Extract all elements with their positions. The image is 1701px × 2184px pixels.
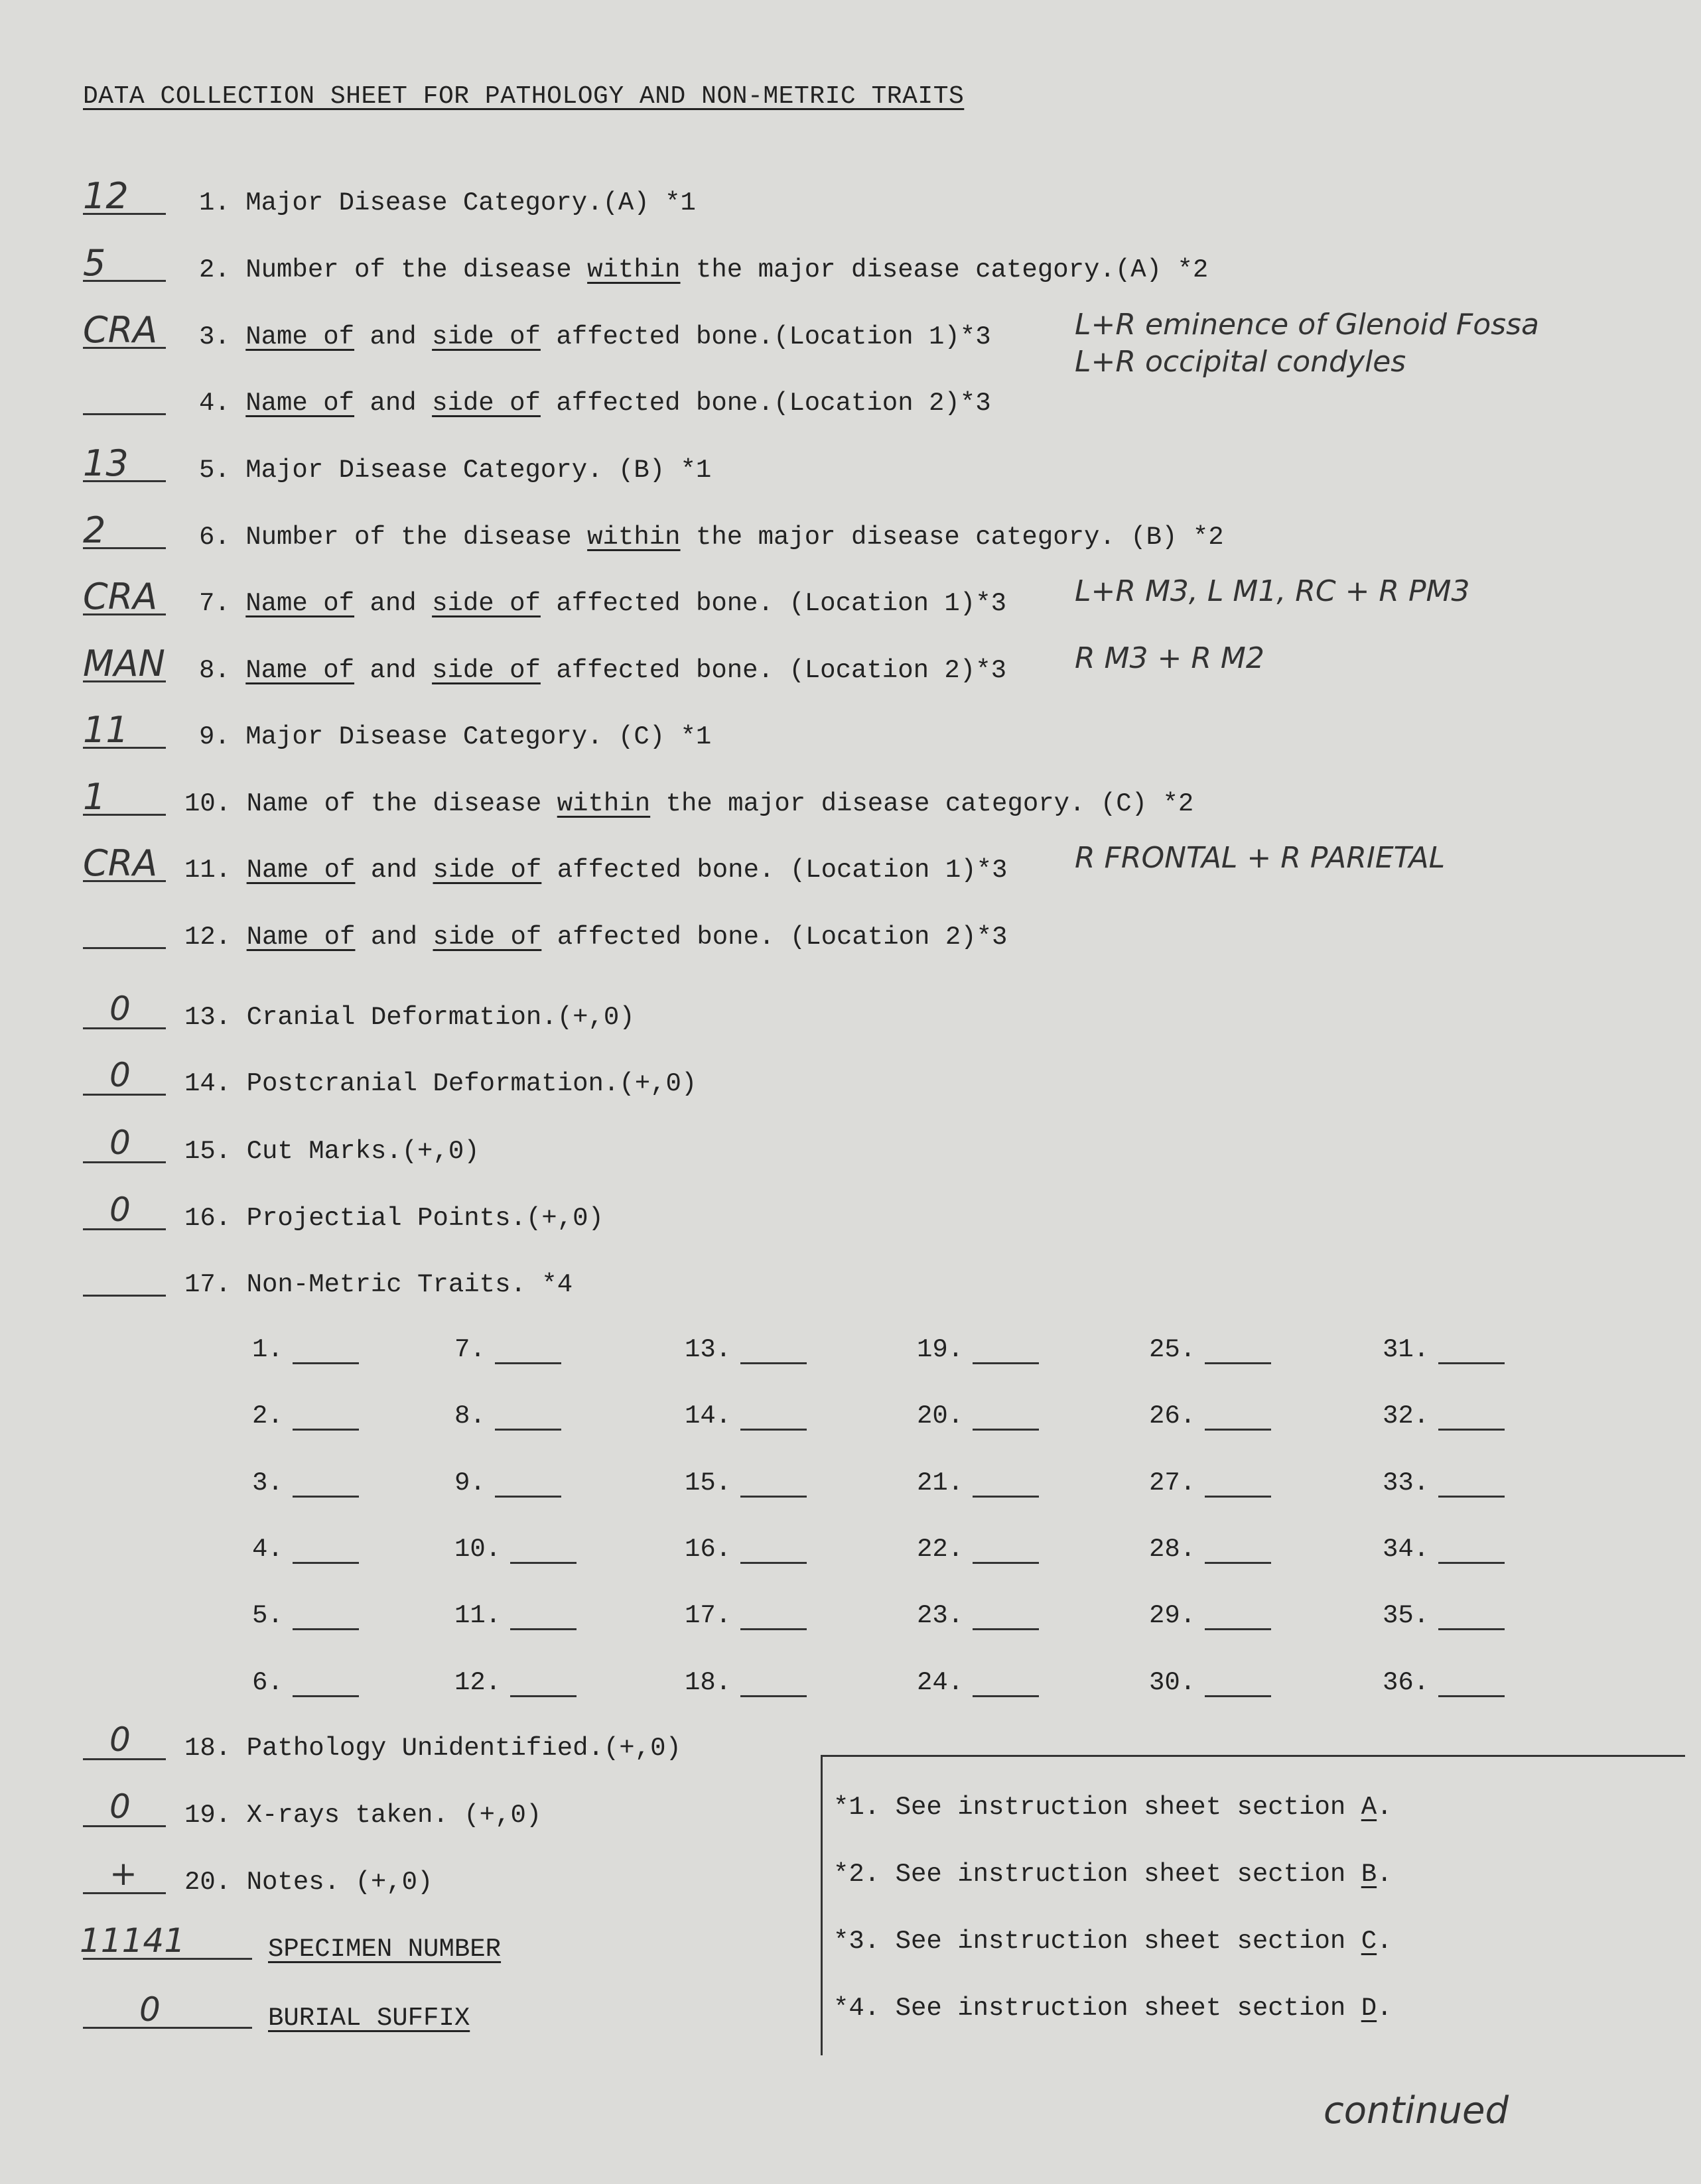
row-label: 18. Pathology Unidentified.(+,0): [184, 1734, 681, 1763]
trait-item: [252, 1335, 359, 1364]
and-label: and: [370, 656, 417, 685]
question-text: [199, 722, 711, 751]
trait-blank[interactable]: [1205, 1473, 1271, 1498]
question-row: [0, 174, 1701, 227]
trait-blank[interactable]: [495, 1406, 561, 1431]
trait-item: [454, 1535, 577, 1564]
question-label: Major Disease Category.(A) *1: [245, 188, 696, 218]
trait-item: [1149, 1401, 1271, 1431]
question-suffix: affected bone. (Location 2)*3: [557, 923, 1008, 952]
instruction-section-letter: D: [1361, 1994, 1377, 2023]
question-answer: MAN: [83, 643, 165, 684]
trait-number: 36.: [1383, 1668, 1430, 1697]
sheet-title: DATA COLLECTION SHEET FOR PATHOLOGY AND NON-METRIC TRAITS: [83, 82, 965, 111]
trait-item: [1383, 1401, 1505, 1431]
question-row: [0, 841, 1701, 894]
trait-item: [1383, 1535, 1505, 1564]
row-answer: 0: [109, 1124, 131, 1162]
trait-blank[interactable]: [1438, 1606, 1505, 1630]
side-of-label: side of: [432, 589, 541, 618]
trait-item: [685, 1401, 807, 1431]
instruction-text: *2. See instruction sheet section: [833, 1860, 1346, 1889]
question-blank[interactable]: [83, 680, 166, 682]
question-text: [199, 656, 1006, 685]
question-prefix: Number of the disease: [245, 255, 572, 285]
trait-number: 25.: [1149, 1335, 1196, 1364]
trait-number: 3.: [252, 1468, 283, 1498]
question-text: [199, 188, 696, 218]
question-number: 7.: [199, 589, 230, 618]
trait-blank[interactable]: [973, 1606, 1039, 1630]
trait-number: 2.: [252, 1401, 283, 1431]
trait-item: [1149, 1335, 1271, 1364]
trait-item: [685, 1335, 807, 1364]
trait-number: 24.: [917, 1668, 964, 1697]
row-label: 17. Non-Metric Traits. *4: [184, 1270, 573, 1299]
trait-number: 26.: [1149, 1401, 1196, 1431]
trait-number: 5.: [252, 1601, 283, 1630]
question-prefix: Number of the disease: [245, 523, 572, 552]
specimen-number-answer: 11141: [80, 1921, 186, 1960]
trait-blank[interactable]: [973, 1673, 1039, 1697]
question-answer: 13: [83, 442, 129, 484]
trait-blank[interactable]: [973, 1539, 1039, 1564]
trait-blank[interactable]: [973, 1473, 1039, 1498]
checkbox-row: [0, 988, 1701, 1041]
name-of-label: Name of: [245, 589, 355, 618]
trait-number: 33.: [1383, 1468, 1430, 1498]
row-blank[interactable]: [83, 1295, 166, 1297]
question-row: [0, 441, 1701, 494]
specimen-number-label: SPECIMEN NUMBER: [268, 1935, 502, 1964]
question-blank[interactable]: [83, 347, 166, 349]
trait-item: [685, 1668, 807, 1697]
question-text: [184, 789, 1193, 818]
side-of-label: side of: [433, 856, 542, 885]
instruction-period: .: [1377, 1994, 1393, 2023]
question-suffix: affected bone. (Location 1)*3: [556, 589, 1007, 618]
trait-blank[interactable]: [1438, 1673, 1505, 1697]
question-prefix: Name of the disease: [246, 789, 542, 818]
trait-number: 18.: [685, 1668, 732, 1697]
row-answer: 0: [109, 1787, 131, 1826]
trait-item: [1383, 1668, 1505, 1697]
burial-suffix-blank[interactable]: [83, 2027, 252, 2029]
question-row: [0, 908, 1701, 961]
trait-blank[interactable]: [973, 1406, 1039, 1431]
trait-blank[interactable]: [740, 1340, 807, 1364]
question-blank[interactable]: [83, 480, 166, 482]
row-answer: 0: [109, 1720, 131, 1759]
and-label: and: [370, 856, 418, 885]
trait-blank[interactable]: [1205, 1606, 1271, 1630]
trait-blank[interactable]: [495, 1473, 561, 1498]
question-label: Major Disease Category. (C) *1: [245, 722, 712, 751]
trait-number: 8.: [454, 1401, 486, 1431]
specimen-number-blank[interactable]: [83, 1958, 252, 1960]
checkbox-row: [0, 1189, 1701, 1242]
question-suffix: the major disease category. (B) *2: [695, 523, 1224, 552]
question-text: [199, 322, 991, 352]
instruction-section-letter: C: [1361, 1927, 1377, 1956]
handwritten-note: R M3 + R M2: [1075, 641, 1264, 675]
trait-blank[interactable]: [1205, 1340, 1271, 1364]
trait-blank[interactable]: [740, 1473, 807, 1498]
trait-item: [917, 1401, 1039, 1431]
question-label: Major Disease Category. (B) *1: [245, 456, 712, 485]
question-answer: CRA: [83, 576, 158, 617]
trait-blank[interactable]: [293, 1606, 359, 1630]
checkbox-row: [0, 1055, 1701, 1108]
trait-item: [454, 1601, 577, 1630]
trait-number: 23.: [917, 1601, 964, 1630]
instruction-period: .: [1377, 1793, 1393, 1822]
trait-item: [252, 1601, 359, 1630]
instruction-line: [833, 1860, 1393, 1889]
trait-blank[interactable]: [495, 1340, 561, 1364]
trait-item: [252, 1401, 359, 1431]
question-answer: CRA: [83, 309, 158, 351]
question-answer: 11: [83, 709, 129, 751]
question-suffix: the major disease category.(A) *2: [695, 255, 1209, 285]
trait-item: [917, 1668, 1039, 1697]
trait-item: [917, 1601, 1039, 1630]
row-label: 15. Cut Marks.(+,0): [184, 1137, 480, 1166]
question-answer: 12: [83, 175, 129, 217]
trait-blank[interactable]: [1205, 1406, 1271, 1431]
trait-blank[interactable]: [510, 1539, 577, 1564]
trait-number: 35.: [1383, 1601, 1430, 1630]
handwritten-note: L+R M3, L M1, RC + R PM3: [1075, 574, 1470, 608]
question-text: [199, 456, 711, 485]
side-of-label: side of: [433, 923, 542, 952]
trait-item: [917, 1535, 1039, 1564]
question-blank[interactable]: [83, 547, 166, 549]
question-suffix: affected bone.(Location 2)*3: [556, 389, 991, 418]
question-blank[interactable]: [83, 880, 166, 882]
question-answer: 2: [83, 509, 106, 551]
question-number: 2.: [199, 255, 230, 285]
question-answer: 1: [83, 776, 106, 818]
instructions-box: [821, 1755, 1685, 2055]
trait-number: 20.: [917, 1401, 964, 1431]
trait-item: [685, 1535, 807, 1564]
trait-blank[interactable]: [293, 1340, 359, 1364]
trait-number: 30.: [1149, 1668, 1196, 1697]
trait-item: [917, 1335, 1039, 1364]
trait-number: 11.: [454, 1601, 502, 1630]
instruction-line: [833, 1793, 1393, 1822]
row-answer: 0: [109, 1056, 131, 1094]
name-of-label: Name of: [245, 656, 355, 685]
checkbox-row: [0, 1255, 1701, 1309]
and-label: and: [370, 923, 418, 952]
row-label: 13. Cranial Deformation.(+,0): [184, 1003, 635, 1032]
trait-item: [252, 1668, 359, 1697]
question-blank[interactable]: [83, 213, 166, 215]
question-number: 6.: [199, 523, 230, 552]
row-answer: 0: [109, 990, 131, 1028]
question-number: 5.: [199, 456, 230, 485]
trait-number: 34.: [1383, 1535, 1430, 1564]
trait-item: [454, 1468, 561, 1498]
trait-number: 31.: [1383, 1335, 1430, 1364]
question-text: [199, 523, 1224, 552]
trait-blank[interactable]: [1205, 1539, 1271, 1564]
question-number: 4.: [199, 389, 230, 418]
trait-blank[interactable]: [293, 1673, 359, 1697]
question-blank[interactable]: [83, 413, 166, 415]
name-of-label: Name of: [245, 389, 355, 418]
trait-item: [1149, 1535, 1271, 1564]
instruction-section-letter: B: [1361, 1860, 1377, 1889]
instruction-line: [833, 1994, 1393, 2023]
trait-number: 19.: [917, 1335, 964, 1364]
question-row: [0, 374, 1701, 427]
question-row: [0, 308, 1701, 379]
trait-blank[interactable]: [293, 1473, 359, 1498]
trait-blank[interactable]: [1438, 1406, 1505, 1431]
question-suffix: affected bone. (Location 2)*3: [556, 656, 1007, 685]
row-label: 20. Notes. (+,0): [184, 1868, 433, 1897]
side-of-label: side of: [432, 389, 541, 418]
trait-blank[interactable]: [293, 1539, 359, 1564]
question-text: [184, 856, 1007, 885]
trait-item: [454, 1335, 561, 1364]
question-row: [0, 241, 1701, 294]
question-text: [199, 589, 1006, 618]
and-label: and: [370, 322, 417, 352]
question-text: [184, 923, 1007, 952]
and-label: and: [370, 589, 417, 618]
instruction-text: *1. See instruction sheet section: [833, 1793, 1346, 1822]
question-number: 1.: [199, 188, 230, 218]
trait-item: [1149, 1668, 1271, 1697]
burial-suffix-label: BURIAL SUFFIX: [268, 2004, 470, 2033]
trait-blank[interactable]: [740, 1673, 807, 1697]
instruction-period: .: [1377, 1860, 1393, 1889]
trait-number: 28.: [1149, 1535, 1196, 1564]
question-text: [199, 389, 991, 418]
trait-number: 6.: [252, 1668, 283, 1697]
name-of-label: Name of: [246, 923, 356, 952]
question-row: [0, 508, 1701, 561]
trait-item: [252, 1468, 359, 1498]
trait-number: 1.: [252, 1335, 283, 1364]
trait-blank[interactable]: [973, 1340, 1039, 1364]
row-blank[interactable]: [83, 1027, 166, 1029]
question-row: [0, 708, 1701, 761]
handwritten-note: R FRONTAL + R PARIETAL: [1075, 841, 1446, 875]
question-answer: 5: [83, 242, 106, 284]
row-blank[interactable]: [83, 1161, 166, 1163]
question-blank[interactable]: [83, 947, 166, 949]
trait-blank[interactable]: [1438, 1539, 1505, 1564]
trait-item: [1149, 1468, 1271, 1498]
question-row: [0, 641, 1701, 694]
trait-item: [1383, 1335, 1505, 1364]
and-label: and: [370, 389, 417, 418]
question-number: 10.: [184, 789, 232, 818]
trait-blank[interactable]: [1438, 1473, 1505, 1498]
instruction-text: *3. See instruction sheet section: [833, 1927, 1346, 1956]
row-answer: +: [109, 1854, 137, 1893]
trait-blank[interactable]: [510, 1673, 577, 1697]
trait-number: 29.: [1149, 1601, 1196, 1630]
row-blank[interactable]: [83, 1758, 166, 1760]
row-blank[interactable]: [83, 1094, 166, 1096]
question-row: [0, 775, 1701, 828]
question-suffix: the major disease category. (C) *2: [665, 789, 1194, 818]
within-label: within: [557, 789, 651, 818]
question-number: 8.: [199, 656, 230, 685]
side-of-label: side of: [432, 656, 541, 685]
question-blank[interactable]: [83, 814, 166, 816]
instruction-line: [833, 1927, 1393, 1956]
trait-blank[interactable]: [740, 1539, 807, 1564]
instruction-period: .: [1377, 1927, 1393, 1956]
trait-number: 10.: [454, 1535, 502, 1564]
name-of-label: Name of: [246, 856, 356, 885]
question-number: 9.: [199, 722, 230, 751]
row-blank[interactable]: [83, 1892, 166, 1894]
name-of-label: Name of: [245, 322, 355, 352]
trait-blank[interactable]: [1438, 1340, 1505, 1364]
within-label: within: [587, 255, 681, 285]
trait-item: [252, 1535, 359, 1564]
trait-blank[interactable]: [1205, 1673, 1271, 1697]
trait-item: [685, 1468, 807, 1498]
trait-number: 12.: [454, 1668, 502, 1697]
trait-number: 15.: [685, 1468, 732, 1498]
question-blank[interactable]: [83, 747, 166, 749]
trait-number: 13.: [685, 1335, 732, 1364]
trait-item: [917, 1468, 1039, 1498]
question-number: 12.: [184, 923, 232, 952]
trait-number: 17.: [685, 1601, 732, 1630]
handwritten-note: L+R eminence of Glenoid Fossa: [1075, 308, 1539, 342]
trait-number: 4.: [252, 1535, 283, 1564]
trait-number: 21.: [917, 1468, 964, 1498]
trait-number: 7.: [454, 1335, 486, 1364]
trait-item: [685, 1601, 807, 1630]
trait-blank[interactable]: [740, 1606, 807, 1630]
question-text: [199, 255, 1208, 285]
trait-number: 22.: [917, 1535, 964, 1564]
trait-item: [1383, 1601, 1505, 1630]
question-number: 11.: [184, 856, 232, 885]
trait-item: [1149, 1601, 1271, 1630]
row-label: 19. X-rays taken. (+,0): [184, 1801, 542, 1830]
question-row: [0, 574, 1701, 627]
question-suffix: affected bone. (Location 1)*3: [557, 856, 1008, 885]
trait-blank[interactable]: [510, 1606, 577, 1630]
question-number: 3.: [199, 322, 230, 352]
burial-suffix-answer: 0: [139, 1990, 161, 2029]
side-of-label: side of: [432, 322, 541, 352]
trait-number: 27.: [1149, 1468, 1196, 1498]
question-suffix: affected bone.(Location 1)*3: [556, 322, 991, 352]
row-blank[interactable]: [83, 1825, 166, 1827]
continued-note: continued: [1324, 2089, 1509, 2132]
trait-number: 9.: [454, 1468, 486, 1498]
trait-blank[interactable]: [740, 1406, 807, 1431]
question-blank[interactable]: [83, 280, 166, 282]
instruction-text: *4. See instruction sheet section: [833, 1994, 1346, 2023]
trait-item: [1383, 1468, 1505, 1498]
question-answer: CRA: [83, 842, 158, 884]
row-blank[interactable]: [83, 1228, 166, 1230]
trait-number: 14.: [685, 1401, 732, 1431]
trait-item: [454, 1668, 577, 1697]
within-label: within: [587, 523, 681, 552]
row-label: 14. Postcranial Deformation.(+,0): [184, 1069, 697, 1098]
trait-item: [454, 1401, 561, 1431]
question-blank[interactable]: [83, 613, 166, 615]
instruction-section-letter: A: [1361, 1793, 1377, 1822]
checkbox-row: [0, 1122, 1701, 1175]
row-label: 16. Projectial Points.(+,0): [184, 1204, 604, 1233]
handwritten-note: L+R occipital condyles: [1075, 345, 1406, 379]
trait-number: 16.: [685, 1535, 732, 1564]
trait-number: 32.: [1383, 1401, 1430, 1431]
row-answer: 0: [109, 1190, 131, 1229]
trait-blank[interactable]: [293, 1406, 359, 1431]
